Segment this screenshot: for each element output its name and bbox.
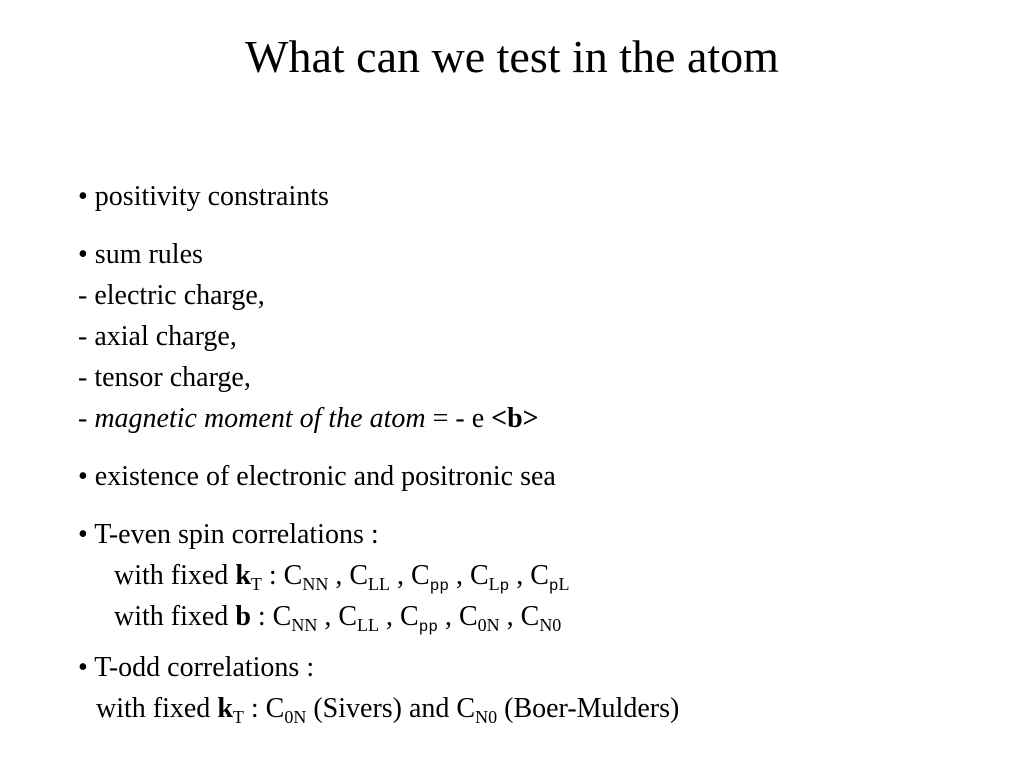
bullet-positivity-constraints: • positivity constraints	[78, 181, 329, 212]
subscript: LL	[357, 615, 380, 635]
t-even-fixed-kt-line	[114, 559, 570, 593]
sub-item-magnetic-moment	[78, 402, 539, 436]
subscript: 0N	[284, 707, 307, 727]
subscript: N0	[539, 615, 562, 635]
subscript: N0	[475, 707, 498, 727]
sub-item-axial-charge: - axial charge,	[78, 321, 237, 352]
text-segment: , C	[448, 560, 489, 591]
subscript: NN	[291, 615, 318, 635]
text-segment: (Boer-Mulders)	[497, 693, 680, 724]
text-segment: , C	[437, 601, 478, 632]
subscript-mono: p	[548, 577, 559, 595]
text-segment: , C	[390, 560, 430, 591]
b-vector: b	[235, 601, 251, 632]
text-segment: , C	[328, 560, 369, 591]
fixed-label: with fixed	[96, 693, 218, 724]
subscript: LL	[368, 574, 391, 594]
text-segment: : C	[261, 560, 303, 591]
k-vector: k	[235, 560, 251, 591]
text-segment: , C	[509, 560, 549, 591]
bullet-sum-rules: • sum rules	[78, 239, 203, 270]
text-segment: , C	[379, 601, 419, 632]
k-subscript: T	[232, 707, 244, 727]
bullet-t-odd-correlations: • T-odd correlations :	[78, 652, 315, 683]
bullet-electronic-positronic-sea: • existence of electronic and positronic sea	[78, 461, 556, 492]
subscript: NN	[302, 574, 329, 594]
text-segment: , C	[317, 601, 358, 632]
text-segment: : C	[243, 693, 285, 724]
text-segment: , C	[499, 601, 540, 632]
slide-title: What can we test in the atom	[245, 31, 779, 82]
subscript-mono: pp	[418, 618, 438, 636]
sub-item-electric-charge: - electric charge,	[78, 280, 265, 311]
magnetic-b-expectation: <b>	[491, 403, 539, 434]
text-segment: (Sivers) and C	[306, 693, 476, 724]
magnetic-moment-text: magnetic moment of the atom	[94, 403, 426, 434]
subscript: L	[558, 574, 570, 594]
k-vector: k	[217, 693, 233, 724]
subscript: L	[488, 574, 500, 594]
sub-item-tensor-charge: - tensor charge,	[78, 362, 251, 393]
t-even-fixed-b-line	[114, 600, 561, 634]
magnetic-prefix: -	[78, 403, 95, 434]
k-subscript: T	[250, 574, 262, 594]
t-odd-fixed-kt-line	[96, 692, 679, 726]
fixed-label: with fixed	[114, 601, 236, 632]
fixed-label: with fixed	[114, 560, 236, 591]
text-segment: : C	[250, 601, 292, 632]
magnetic-equation: = - e	[425, 403, 492, 434]
subscript-mono: pp	[429, 577, 449, 595]
bullet-t-even-spin-correlations: • T-even spin correlations :	[78, 519, 379, 550]
subscript-mono: p	[499, 577, 510, 595]
subscript: 0N	[477, 615, 500, 635]
